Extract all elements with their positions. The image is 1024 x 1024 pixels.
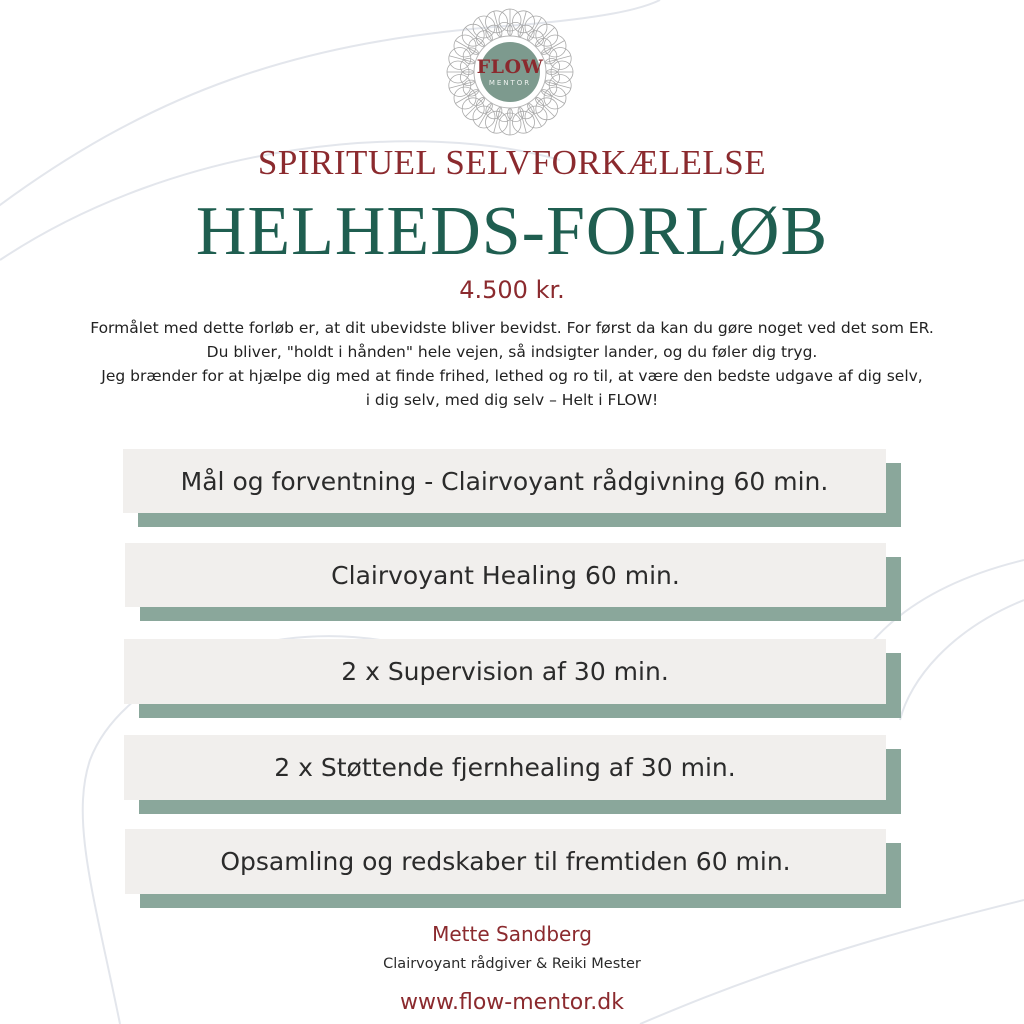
session-card <box>124 639 901 718</box>
author-role: Clairvoyant rådgiver & Reiki Mester <box>383 956 641 972</box>
page-subtitle: SPIRITUEL SELVFORKÆLELSE <box>257 143 767 182</box>
intro-line: Du bliver, "holdt i hånden" hele vejen, så indsigter lander, og du føler dig tryg. <box>206 343 818 361</box>
author-name: Mette Sandberg <box>432 922 592 946</box>
session-label: Opsamling og redskaber til fremtiden 60 min. <box>125 829 886 894</box>
session-label: 2 x Supervision af 30 min. <box>124 639 886 704</box>
intro-line: i dig selv, med dig selv – Helt i FLOW! <box>365 391 659 409</box>
session-card <box>125 543 901 621</box>
intro-line: Jeg brænder for at hjælpe dig med at finde frihed, lethed og ro til, at være den bedste udgave af dig selv, <box>101 367 923 385</box>
session-card <box>125 829 901 908</box>
logo-subword: MENTOR <box>488 79 532 87</box>
website-link[interactable]: www.flow-mentor.dk <box>400 990 624 1015</box>
session-label: Clairvoyant Healing 60 min. <box>125 543 886 607</box>
logo-wordmark: FLOW <box>476 56 544 78</box>
session-label: Mål og forventning - Clairvoyant rådgivning 60 min. <box>123 449 886 513</box>
session-card <box>123 449 901 527</box>
logo <box>444 6 576 138</box>
intro-line: Formålet med dette forløb er, at dit ubevidste bliver bevidst. For først da kan du gøre noget ved det som ER. <box>90 319 934 337</box>
intro-text <box>0 316 1024 412</box>
session-label: 2 x Støttende fjernhealing af 30 min. <box>124 735 886 800</box>
session-card <box>124 735 901 814</box>
price: 4.500 kr. <box>459 276 565 304</box>
page-title: HELHEDS-FORLØB <box>195 193 829 270</box>
